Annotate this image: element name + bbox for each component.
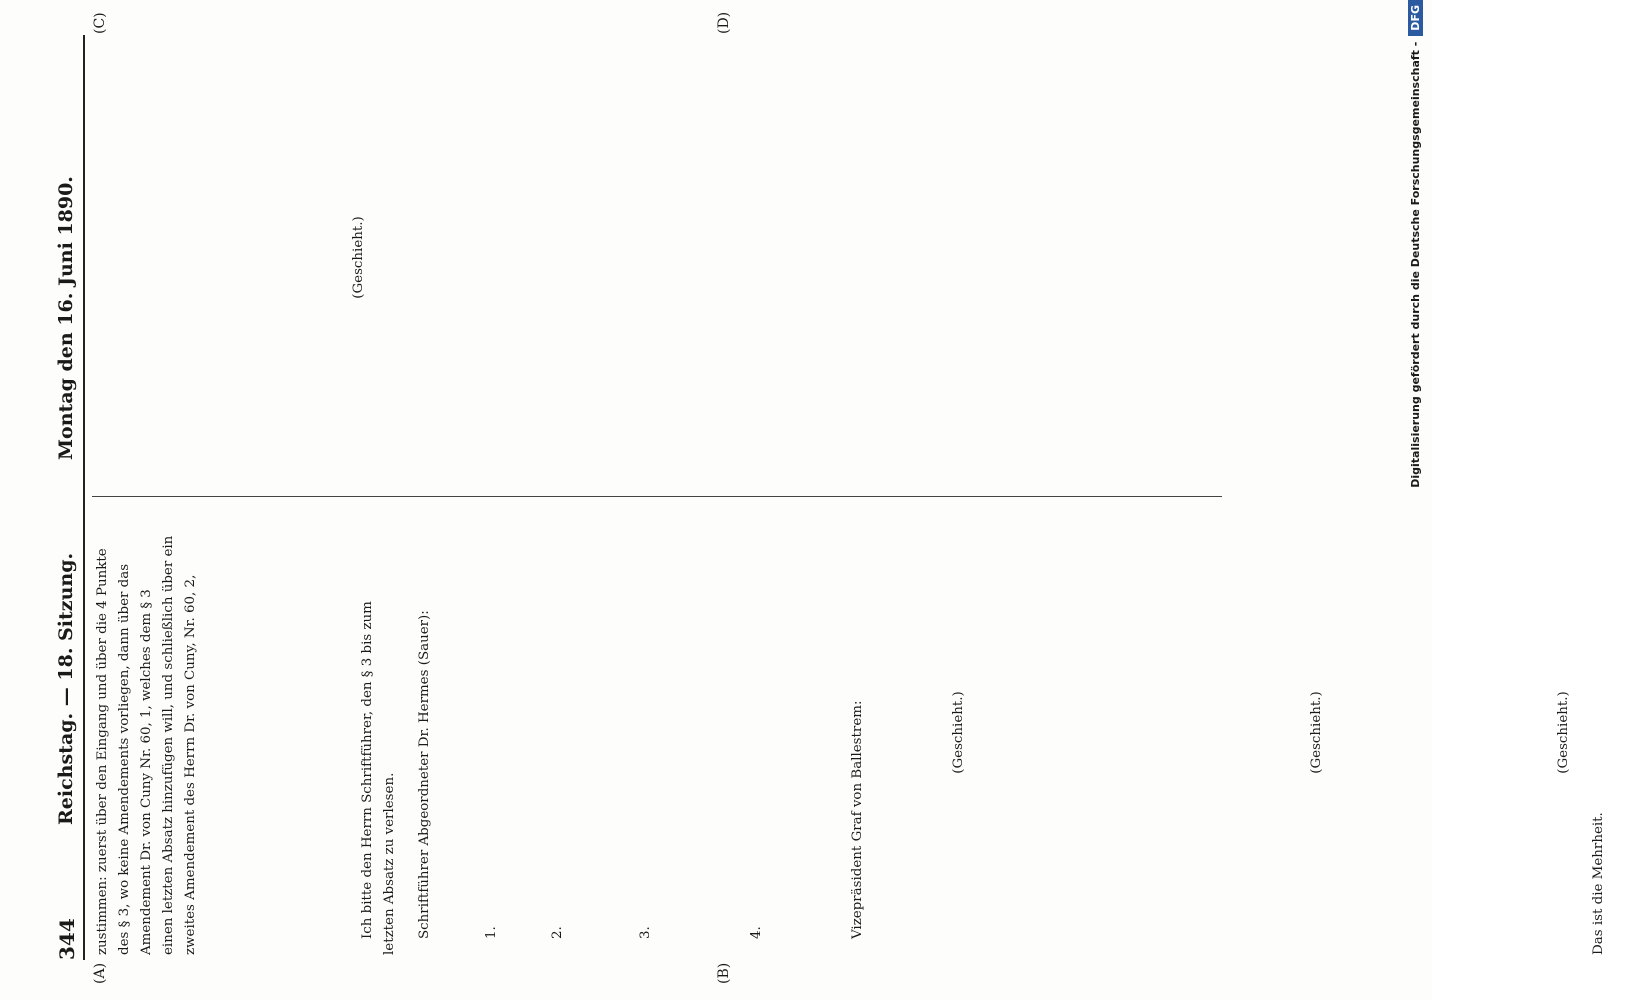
text-line: [1302, 35, 1324, 480]
text-line: [768, 510, 790, 955]
text-line: [1050, 510, 1072, 955]
text-line: [569, 510, 591, 955]
text-line: [494, 35, 516, 480]
text-line: [202, 510, 224, 955]
text-line: [1037, 35, 1059, 480]
text-line: [525, 510, 547, 955]
speaker-line: Vizepräsident Graf von Ballestrem:: [850, 700, 866, 939]
text-line: [728, 35, 750, 480]
text-line: [1236, 35, 1258, 480]
text-column-right: [92, 35, 1630, 480]
text-line: [1169, 35, 1191, 480]
text-line: [860, 35, 882, 480]
text-line: [472, 35, 494, 480]
text-line: [661, 35, 683, 480]
text-line: Ich bitte den Herrn Schriftführer, den § 3 bis zum: [360, 601, 376, 939]
text-line: [891, 510, 913, 955]
text-line: [750, 35, 772, 480]
text-line: [459, 510, 481, 955]
text-line: [92, 35, 114, 480]
speaker-line: Schriftführer Abgeordneter Dr. Hermes (Sauer):: [417, 610, 433, 939]
text-line: [812, 510, 834, 955]
text-line: [1249, 510, 1271, 955]
text-line: [948, 35, 970, 480]
stage-direction: (Geschieht.): [951, 691, 967, 774]
text-line: [724, 510, 746, 955]
margin-mark-c: (C): [92, 12, 108, 34]
text-line: einen letzten Absatz hinzufügen will, und schließlich über ein: [161, 535, 177, 955]
text-line: [538, 35, 560, 480]
text-line: [984, 510, 1006, 955]
stage-direction: (Geschieht.): [1555, 691, 1571, 774]
text-line: [427, 35, 449, 480]
text-line: [993, 35, 1015, 480]
text-line: [1451, 510, 1473, 955]
speaker-line: [1564, 35, 1586, 480]
column-divider: [92, 496, 1222, 497]
text-line: [247, 35, 269, 480]
text-line: [617, 35, 639, 480]
running-title-right: Montag den 16. Juni 1890.: [55, 176, 77, 460]
text-line: [926, 35, 948, 480]
text-line: Amendement Dr. von Cuny Nr. 60, 1, welches dem § 3: [139, 589, 155, 955]
stage-direction: (Geschieht.): [1308, 691, 1324, 774]
digitization-strip: [1404, 0, 1428, 1000]
text-line: [613, 510, 635, 955]
text-line: [1214, 35, 1236, 480]
text-line: [1006, 510, 1028, 955]
text-line: [136, 35, 158, 480]
list-number: 1.: [483, 926, 499, 939]
text-line: [1341, 510, 1363, 955]
text-line: [1192, 35, 1214, 480]
text-line: Das ist die Mehrheit.: [1590, 812, 1606, 955]
text-line: [1435, 35, 1457, 480]
text-line: [158, 35, 180, 480]
text-line: [1205, 510, 1227, 955]
text-line: [1081, 35, 1103, 480]
text-line: [1160, 510, 1182, 955]
text-line: [1227, 510, 1249, 955]
text-line: [1015, 35, 1037, 480]
stage-direction: (Geschieht.): [351, 216, 367, 299]
text-line: [114, 35, 136, 480]
text-line: [971, 35, 993, 480]
text-line: [772, 35, 794, 480]
text-line: [882, 35, 904, 480]
text-line: letzten Absatz zu verlesen.: [382, 772, 398, 955]
text-line: [1138, 510, 1160, 955]
text-line: [1324, 35, 1346, 480]
digitization-note: Digitalisierung gefördert durch die Deutsche Forschungsgemeinschaft -: [1409, 41, 1422, 488]
text-line: [269, 510, 291, 955]
text-line: [1258, 35, 1280, 480]
text-line: [639, 35, 661, 480]
list-item-1: [481, 510, 503, 955]
text-line: [1182, 510, 1204, 955]
text-line: [657, 510, 679, 955]
text-line: [1059, 35, 1081, 480]
text-line: [516, 35, 538, 480]
list-number: 4.: [748, 926, 764, 939]
text-line: [683, 35, 705, 480]
text-line: [1496, 510, 1518, 955]
text-line: [1125, 35, 1147, 480]
speaker-line: [573, 35, 595, 480]
text-column-left: [92, 510, 1610, 955]
margin-mark-d: (D): [716, 11, 732, 34]
text-line: [869, 510, 891, 955]
text-line: [1116, 510, 1138, 955]
text-line: [202, 35, 224, 480]
text-line: [816, 35, 838, 480]
text-line: [247, 510, 269, 955]
text-line: [225, 35, 247, 480]
text-line: [794, 35, 816, 480]
text-line: [225, 510, 247, 955]
text-line: [291, 35, 313, 480]
text-line: [269, 35, 291, 480]
text-line: [1346, 35, 1368, 480]
text-line: [1072, 510, 1094, 955]
text-line: [702, 510, 724, 955]
list-item-2: [547, 510, 569, 955]
list-item-4: [746, 510, 768, 955]
text-line: [904, 35, 926, 480]
list-number: 3.: [638, 926, 654, 939]
text-line: [1028, 510, 1050, 955]
text-line: [383, 35, 405, 480]
text-line: [838, 35, 860, 480]
running-title-left: Reichstag. — 18. Sitzung.: [55, 552, 77, 825]
text-line: [1147, 35, 1169, 480]
margin-mark-a: (A): [92, 962, 108, 984]
list-number: 2.: [549, 926, 565, 939]
text-line: [1280, 35, 1302, 480]
text-line: [1586, 35, 1608, 480]
text-line: [1529, 35, 1551, 480]
text-line: [436, 510, 458, 955]
speaker-line: [1507, 35, 1529, 480]
text-line: [405, 35, 427, 480]
text-line: [313, 510, 335, 955]
text-line: [913, 510, 935, 955]
margin-mark-b: (B): [716, 962, 732, 984]
text-line: [790, 510, 812, 955]
text-line: [503, 510, 525, 955]
text-line: [291, 510, 313, 955]
page-number: 344: [55, 918, 79, 960]
text-line: [1457, 35, 1479, 480]
text-line: [679, 510, 701, 955]
text-line: zweites Amendement des Herrn Dr. von Cuny, Nr. 60, 2,: [183, 574, 199, 955]
text-line: [1271, 510, 1293, 955]
text-line: [1103, 35, 1125, 480]
text-line: [449, 35, 471, 480]
text-line: [180, 35, 202, 480]
amendment-heading: [1094, 510, 1116, 955]
text-line: [591, 510, 613, 955]
text-line: [1518, 510, 1540, 955]
text-line: [595, 35, 617, 480]
text-line: zustimmen: zuerst über den Eingang und über die 4 Punkte: [95, 548, 110, 955]
text-line: [1363, 510, 1385, 955]
text-line: [1429, 510, 1451, 955]
text-line: [1608, 35, 1630, 480]
text-line: [1368, 35, 1390, 480]
text-line: [705, 35, 727, 480]
text-line: [335, 510, 357, 955]
text-line: des § 3, wo keine Amendements vorliegen, dann über das: [117, 563, 133, 955]
list-item-3: [635, 510, 657, 955]
text-line: [1474, 510, 1496, 955]
dfg-logo: DFG: [1408, 0, 1423, 36]
header-rule: [83, 35, 85, 960]
text-line: [313, 35, 335, 480]
